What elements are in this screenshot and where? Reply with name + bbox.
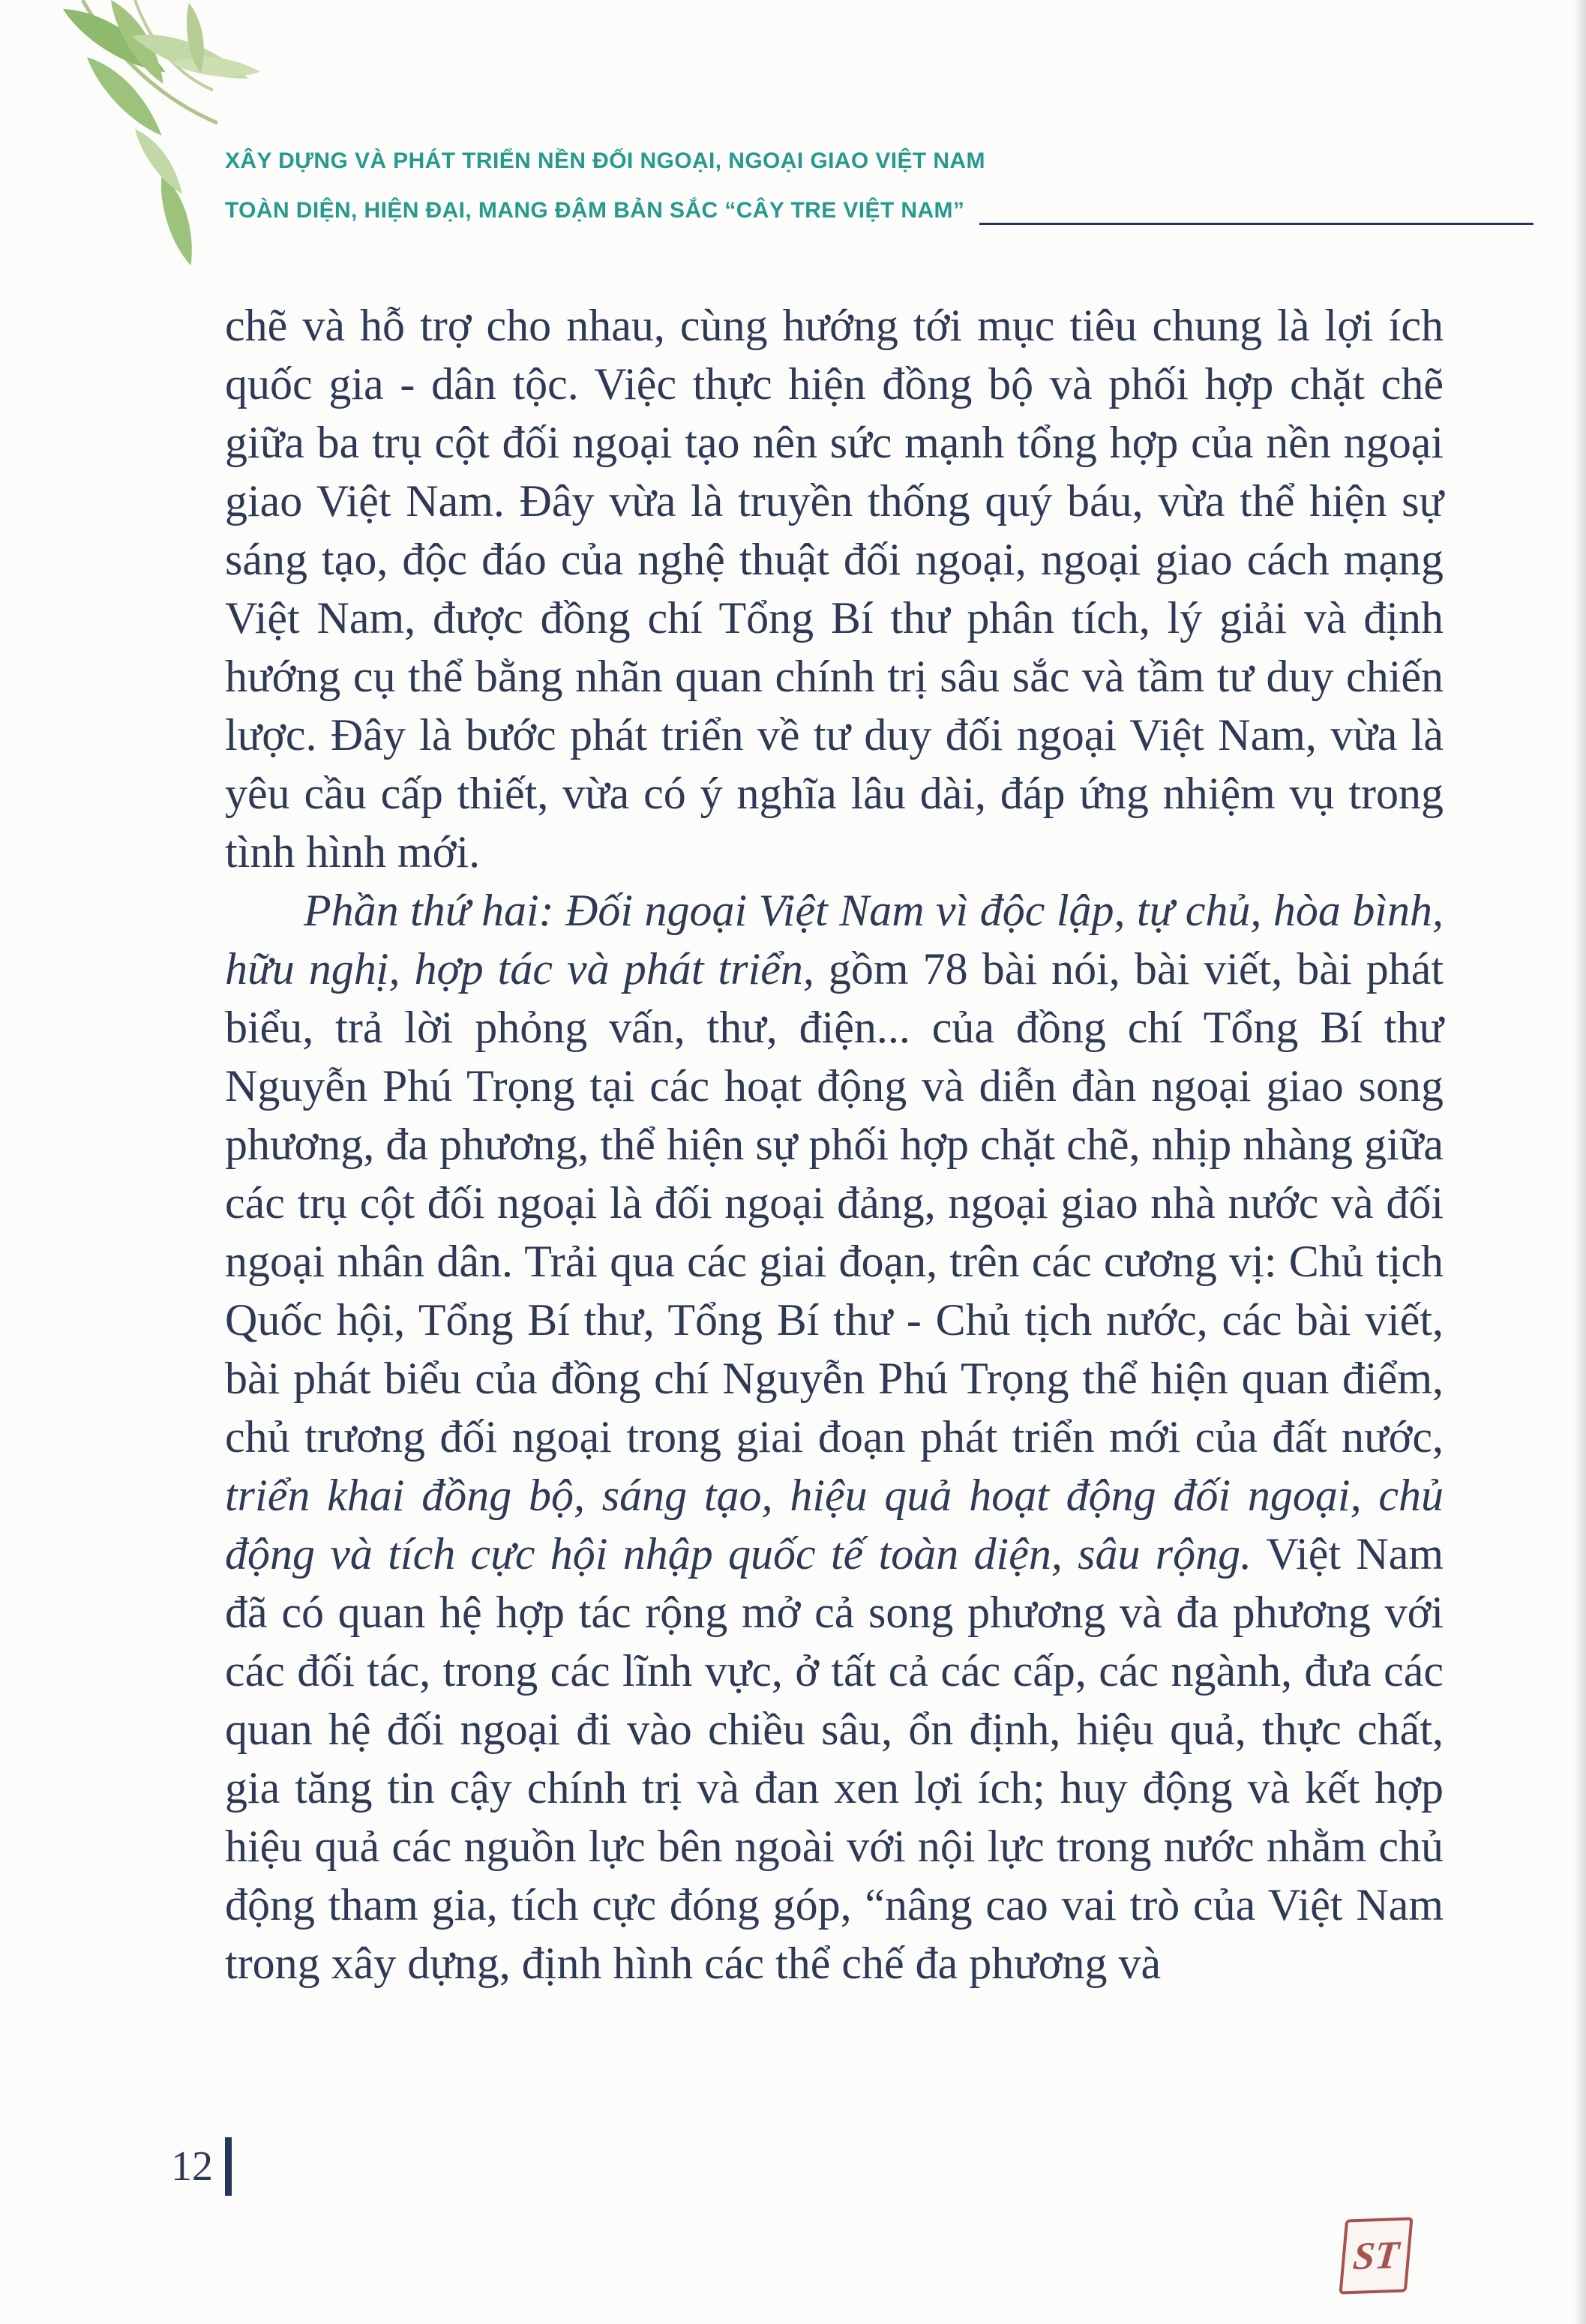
- page-number-block: [171, 2137, 232, 2196]
- page-number-rule: [225, 2137, 232, 2196]
- publisher-logo-text: ST: [1351, 2233, 1401, 2278]
- italic-run-part-title: Phần thứ hai: Đối ngoại Việt Nam vì độc lập, tự chủ, hòa bình, hữu nghị, hợp tác và phát triển,: [225, 886, 1444, 994]
- publisher-logo-su-that: [1339, 2217, 1413, 2294]
- page-text-block: [225, 296, 1444, 1993]
- running-header-line1: XÂY DỰNG VÀ PHÁT TRIỂN NỀN ĐỐI NGOẠI, NGOẠI GIAO VIỆT NAM: [225, 148, 985, 173]
- italic-run-policy-quote: triển khai đồng bộ, sáng tạo, hiệu quả hoạt động đối ngoại, chủ động và tích cực hội nhập quốc tế toàn diện, sâu rộng.: [225, 1471, 1444, 1579]
- paragraph-phan-thu-hai: [225, 881, 1444, 1993]
- text-run: Việt Nam đã có quan hệ hợp tác rộng mở cả song phương và đa phương với các đối tác, trong các lĩnh vực, ở tất cả các cấp, các ngành, đưa các quan hệ đối ngoại đi vào chiều sâu, ổn định, hiệu quả, thực chất, gia tăng tin cậy chính trị và đan xen lợi ích; huy động và kết hợp hiệu quả các nguồn lực bên ngoài với nội lực trong nước nhằm chủ động tham gia, tích cực đóng góp, “nâng cao vai trò của Việt Nam trong xây dựng, định hình các thể chế đa phương và: [225, 1529, 1444, 1988]
- page-number: 12: [171, 2143, 213, 2190]
- scan-edge-shadow: [1574, 0, 1586, 2324]
- running-header-line2: TOÀN DIỆN, HIỆN ĐẠI, MANG ĐẬM BẢN SẮC “CÂY TRE VIỆT NAM”: [225, 198, 965, 223]
- paragraph-intro-continuation: chẽ và hỗ trợ cho nhau, cùng hướng tới mục tiêu chung là lợi ích quốc gia - dân tộc. Việc thực hiện đồng bộ và phối hợp chặt chẽ giữa ba trụ cột đối ngoại tạo nên sức mạnh tổng hợp của nền ngoại giao Việt Nam. Đây vừa là truyền thống quý báu, vừa thể hiện sự sáng tạo, độc đáo của nghệ thuật đối ngoại, ngoại giao cách mạng Việt Nam, được đồng chí Tổng Bí thư phân tích, lý giải và định hướng cụ thể bằng nhãn quan chính trị sâu sắc và tầm tư duy chiến lược. Đây là bước phát triển về tư duy đối ngoại Việt Nam, vừa là yêu cầu cấp thiết, vừa có ý nghĩa lâu dài, đáp ứng nhiệm vụ trong tình hình mới.: [225, 301, 1444, 877]
- text-run: gồm 78 bài nói, bài viết, bài phát biểu, trả lời phỏng vấn, thư, điện... của đồng chí Tổng Bí thư Nguyễn Phú Trọng tại các hoạt động và diễn đàn ngoại giao song phương, đa phương, thể hiện sự phối hợp chặt chẽ, nhịp nhàng giữa các trụ cột đối ngoại là đối ngoại đảng, ngoại giao nhà nước và đối ngoại nhân dân. Trải qua các giai đoạn, trên các cương vị: Chủ tịch Quốc hội, Tổng Bí thư, Tổng Bí thư - Chủ tịch nước, các bài viết, bài phát biểu của đồng chí Nguyễn Phú Trọng thể hiện quan điểm, chủ trương đối ngoại trong giai đoạn phát triển mới của đất nước,: [225, 944, 1444, 1462]
- header-rule: [979, 223, 1534, 225]
- running-header: [225, 136, 1534, 235]
